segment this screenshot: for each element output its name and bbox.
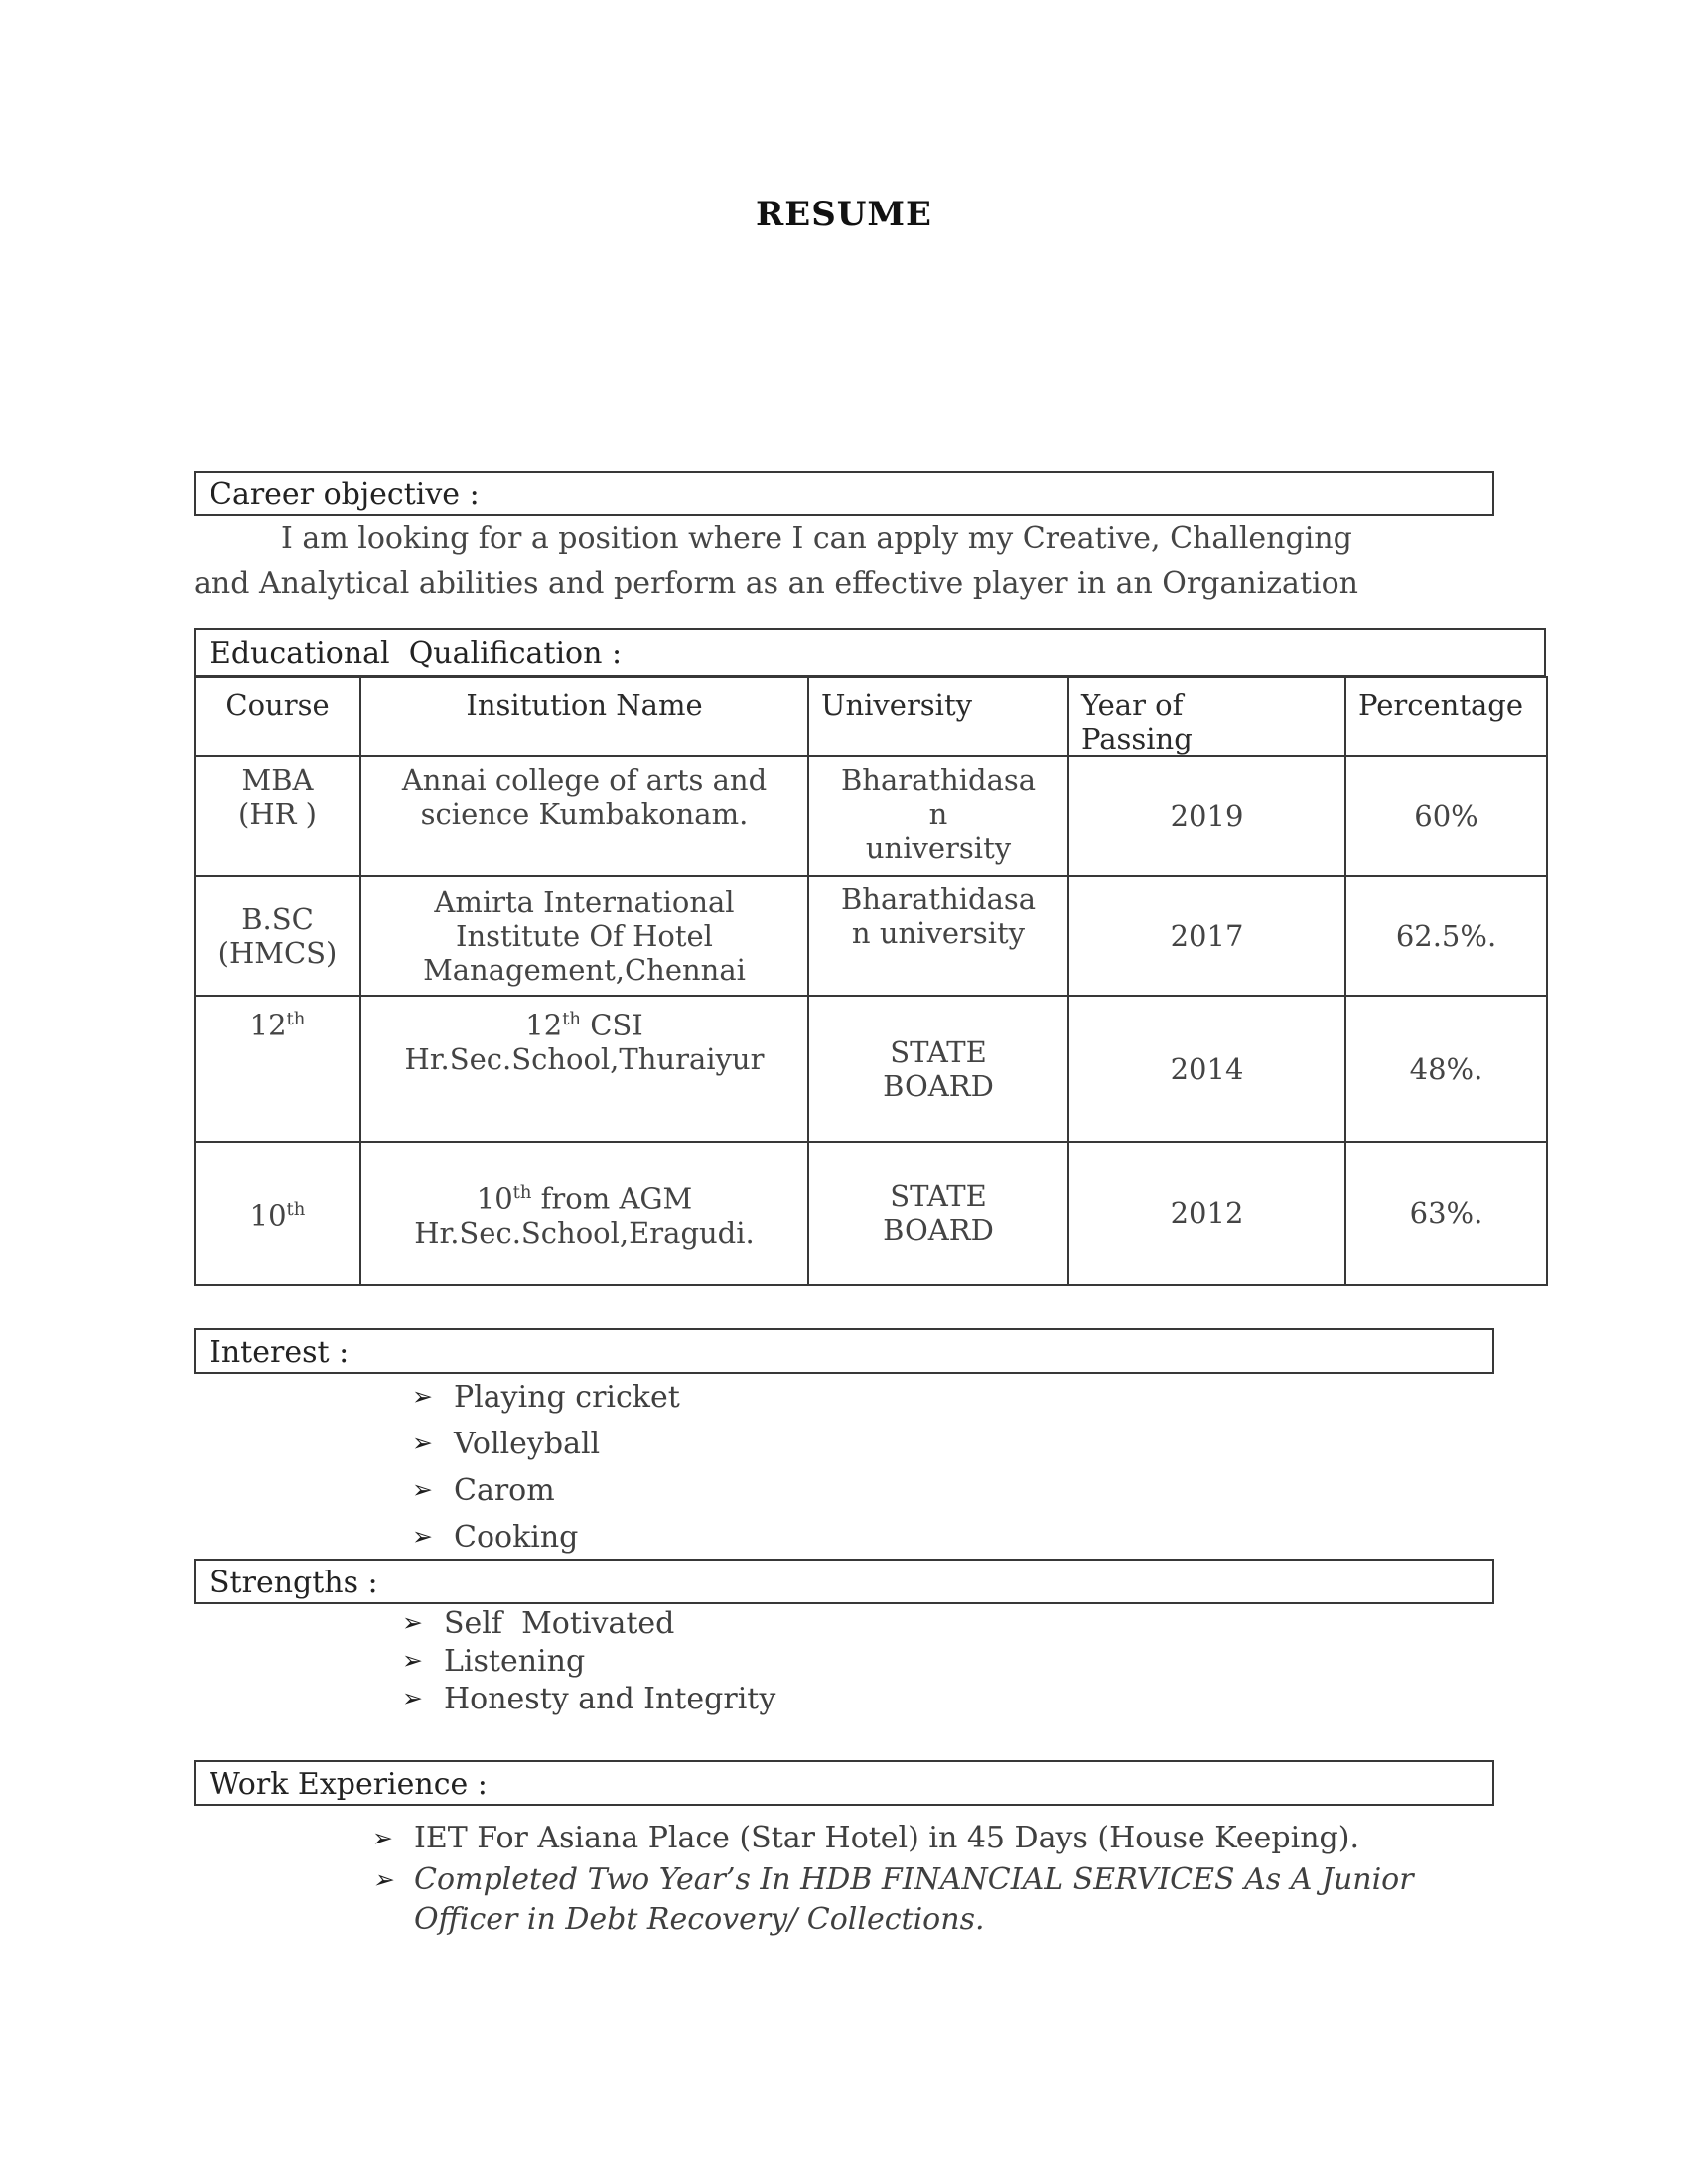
arrow-bullet-icon: ➢ [372,1824,393,1852]
list-item: ➢ Listening [402,1644,586,1679]
cell-year: 2012 [1068,1142,1345,1285]
career-objective-heading-box [194,471,1494,516]
arrow-bullet-icon: ➢ [372,1865,393,1894]
column-header-institution: Insitution Name [360,677,808,756]
cell-course: 12th [195,996,360,1142]
list-item: ➢ Volleyball [412,1427,601,1461]
arrow-bullet-icon: ➢ [412,1522,433,1551]
list-item: ➢ Completed Two Year’s In HDB FINANCIAL SERVICES As A Junior Officer in Debt Recovery/ Collections. [372,1862,1414,1937]
work-experience-list [194,1819,1514,1942]
interest-heading: Interest : [210,1335,350,1370]
list-item: ➢ Playing cricket [412,1380,680,1415]
column-header-percentage: Percentage [1345,677,1547,756]
cell-university: STATE BOARD [808,1142,1068,1285]
column-header-university: University [808,677,1068,756]
cell-year: 2014 [1068,996,1345,1142]
column-header-year: Year of Passing [1068,677,1345,756]
list-item: ➢ IET For Asiana Place (Star Hotel) in 45 Days (House Keeping). [194,1819,1514,1858]
cell-percentage: 60% [1345,756,1547,876]
arrow-bullet-icon: ➢ [412,1429,433,1457]
arrow-bullet-icon: ➢ [402,1646,423,1675]
cell-course: 10th [195,1142,360,1285]
career-objective-line: I am looking for a position where I can apply my Creative, Challenging [281,521,1352,556]
cell-university: Bharathidasa n university [808,876,1068,996]
cell-institution: Amirta International Institute Of Hotel Management,Chennai [360,876,808,996]
cell-university: Bharathidasa n university [808,756,1068,876]
table-row-12th [195,996,1547,1142]
career-objective-line: and Analytical abilities and perform as an effective player in an Organization [194,566,1358,601]
strengths-heading: Strengths : [210,1566,378,1600]
column-header-course: Course [195,677,360,756]
cell-course: MBA (HR ) [195,756,360,876]
work-experience-heading-box [194,1760,1494,1806]
arrow-bullet-icon: ➢ [412,1382,433,1411]
strengths-list [194,1606,775,1719]
interest-list [194,1380,680,1567]
cell-institution: 12th CSI Hr.Sec.School,Thuraiyur [360,996,808,1142]
cell-percentage: 62.5%. [1345,876,1547,996]
interest-heading-box [194,1328,1494,1374]
cell-university: STATE BOARD [808,996,1068,1142]
arrow-bullet-icon: ➢ [402,1608,423,1637]
list-item: ➢ Self Motivated [402,1606,675,1641]
career-objective-heading: Career objective : [210,478,480,512]
arrow-bullet-icon: ➢ [412,1475,433,1504]
page-title: RESUME [756,195,932,234]
list-item: ➢ Carom [412,1473,555,1508]
career-objective-paragraph [194,516,1504,606]
list-item: ➢ Honesty and Integrity [402,1682,776,1716]
cell-percentage: 48%. [1345,996,1547,1142]
education-heading-box [194,628,1546,677]
cell-year: 2017 [1068,876,1345,996]
cell-institution: 10th from AGM Hr.Sec.School,Eragudi. [360,1142,808,1285]
table-row-10th [195,1142,1547,1285]
cell-institution: Annai college of arts and science Kumbakonam. [360,756,808,876]
cell-year: 2019 [1068,756,1345,876]
table-row-bsc [195,876,1547,996]
cell-percentage: 63%. [1345,1142,1547,1285]
education-heading: Educational Qualification : [210,636,623,671]
strengths-heading-box [194,1559,1494,1604]
work-experience-heading: Work Experience : [210,1767,488,1802]
arrow-bullet-icon: ➢ [402,1684,423,1712]
table-row-mba [195,756,1547,876]
education-table [194,676,1548,1286]
list-item: ➢ Cooking [412,1520,579,1555]
cell-course: B.SC (HMCS) [195,876,360,996]
education-table-header-row [195,677,1547,756]
